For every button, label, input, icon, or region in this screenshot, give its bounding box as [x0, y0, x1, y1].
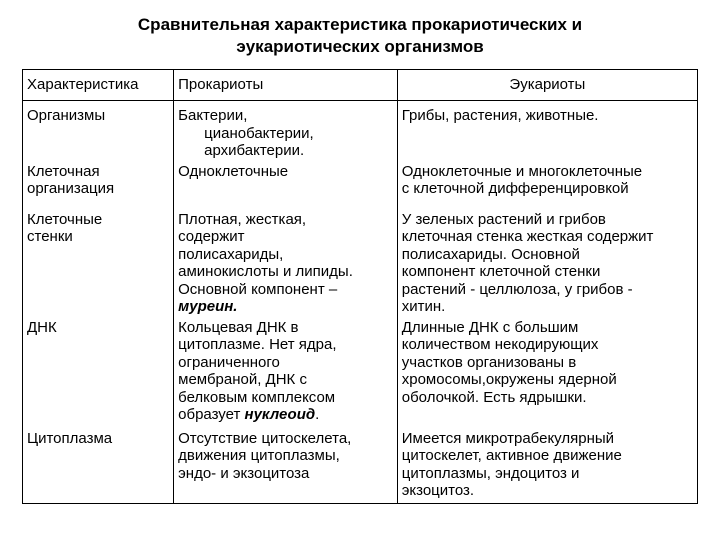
cell-line: участков организованы в: [401, 353, 577, 371]
cell-line: Отсутствие цитоскелета,: [178, 429, 352, 447]
page-title: [0, 14, 720, 58]
table-row: [23, 424, 698, 504]
cell-line: стенки: [27, 228, 73, 245]
table-row: [23, 316, 698, 424]
cell-text: .: [315, 406, 320, 423]
cell-line: организация: [27, 180, 115, 197]
cell-line: ограниченного: [178, 353, 280, 371]
cell-line: архибактерии.: [204, 142, 305, 159]
cell-line: полисахариды,: [178, 245, 284, 263]
cell-line: Одноклеточные: [178, 162, 289, 180]
cell-line: хромосомы,окружены ядерной: [401, 371, 617, 388]
cell-line: [178, 406, 393, 424]
cell-line: хитин.: [401, 298, 446, 315]
cell-line: цитоскелет, активное движение: [401, 447, 622, 464]
cell-line: компонент клеточной стенки: [401, 263, 601, 280]
cell-line: Цитоплазма: [27, 429, 113, 447]
murein-term: муреин.: [178, 298, 238, 315]
cell-line: клеточная стенка жесткая содержит: [401, 228, 654, 245]
cell-line: Кольцевая ДНК в: [178, 318, 299, 336]
eukaryotes-cell: [397, 316, 697, 424]
cell-line: Длинные ДНК с большим: [401, 318, 579, 336]
row-label: [23, 207, 174, 316]
cell-line: содержит: [178, 228, 245, 245]
table-row: [23, 207, 698, 316]
cell-line: с клеточной дифференцировкой: [401, 180, 629, 197]
prokaryotes-cell: [174, 101, 398, 160]
cell-line: аминокислоты и липиды.: [178, 263, 353, 280]
nucleoid-term: нуклеоид: [244, 406, 316, 423]
title-line-2: эукариотических организмов: [236, 37, 484, 56]
cell-line: Имеется микротрабекулярный: [401, 429, 615, 447]
cell-line: У зеленых растений и грибов: [401, 210, 606, 228]
eukaryotes-cell: [397, 424, 697, 504]
row-label: [23, 316, 174, 424]
title-line-1: Сравнительная характеристика прокариотических и: [137, 15, 583, 34]
prokaryotes-cell: [174, 316, 398, 424]
table-row: [23, 101, 698, 160]
table-header-row: [23, 70, 698, 101]
cell-line: мембраной, ДНК с: [178, 371, 307, 388]
cell-line: ДНК: [27, 318, 57, 336]
cell-line: Клеточная: [27, 162, 100, 180]
prokaryotes-cell: [174, 207, 398, 316]
eukaryotes-cell: [397, 160, 697, 207]
table-row: [23, 160, 698, 207]
row-label: [23, 101, 174, 160]
cell-line: Плотная, жесткая,: [178, 210, 307, 228]
header-characteristic: Характеристика: [23, 70, 174, 101]
cell-line: экзоцитоз.: [401, 482, 475, 499]
cell-line: цитоплазме. Нет ядра,: [178, 336, 337, 353]
cell-line: растений - целлюлоза, у грибов -: [401, 280, 633, 298]
cell-line: эндо- и экзоцитоза: [178, 464, 310, 482]
cell-line: Бактерии,: [178, 107, 248, 124]
cell-line: цианобактерии,: [204, 124, 314, 142]
cell-line: движения цитоплазмы,: [178, 447, 340, 464]
comparison-table: [22, 69, 698, 504]
header-eukaryotes: Эукариоты: [397, 70, 697, 101]
header-prokaryotes: Прокариоты: [174, 70, 398, 101]
cell-line: Основной компонент –: [178, 280, 338, 298]
cell-line: оболочкой. Есть ядрышки.: [401, 388, 587, 406]
cell-text: образует: [178, 406, 245, 423]
row-label: [23, 424, 174, 504]
cell-line: количеством некодирующих: [401, 336, 599, 353]
cell-line: Одноклеточные и многоклеточные: [401, 162, 643, 180]
row-label: [23, 160, 174, 207]
cell-line: полисахариды. Основной: [401, 245, 580, 263]
cell-line: белковым комплексом: [178, 388, 336, 406]
cell-line: цитоплазмы, эндоцитоз и: [401, 464, 580, 482]
eukaryotes-cell: [397, 207, 697, 316]
prokaryotes-cell: [174, 160, 398, 207]
eukaryotes-cell: [397, 101, 697, 160]
cell-line: Клеточные: [27, 210, 103, 228]
prokaryotes-cell: [174, 424, 398, 504]
cell-line: Организмы: [27, 107, 106, 124]
cell-line: Грибы, растения, животные.: [401, 107, 599, 124]
